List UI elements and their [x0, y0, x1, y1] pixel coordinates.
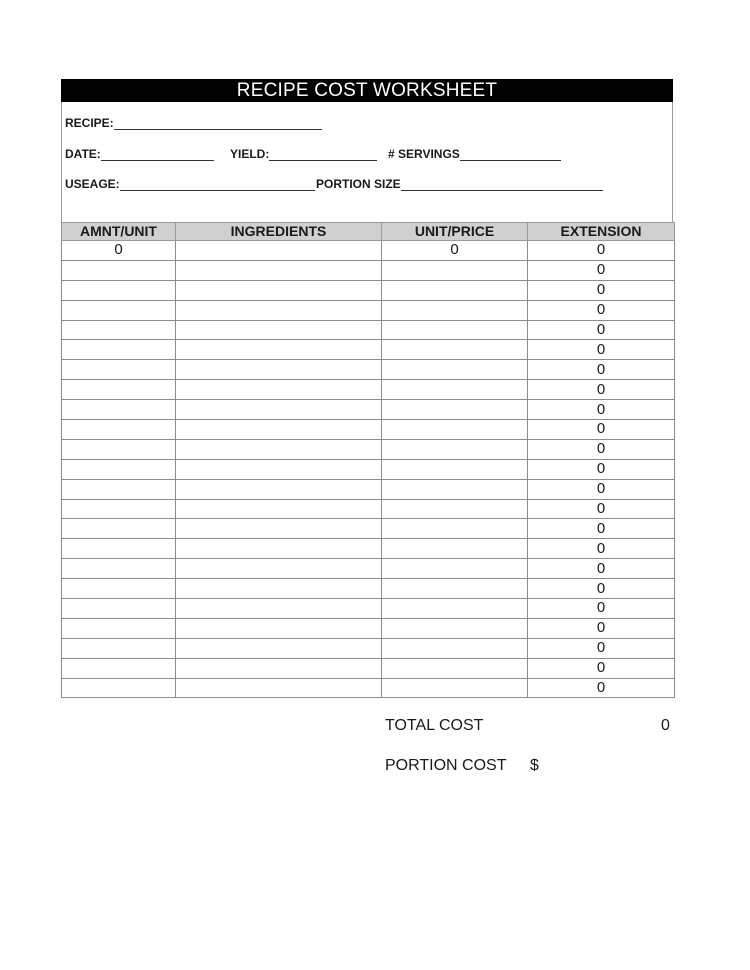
table-row: [62, 241, 675, 261]
table-row: [62, 420, 675, 440]
extension-cell[interactable]: 0: [528, 420, 675, 440]
amnt-unit-cell[interactable]: [62, 360, 176, 380]
extension-cell[interactable]: 0: [528, 459, 675, 479]
unit-price-cell[interactable]: [382, 380, 528, 400]
extension-cell[interactable]: 0: [528, 320, 675, 340]
recipe-label: RECIPE:: [65, 116, 114, 130]
extension-cell[interactable]: 0: [528, 360, 675, 380]
worksheet-title: RECIPE COST WORKSHEET: [61, 79, 673, 102]
unit-price-cell[interactable]: [382, 658, 528, 678]
ingredient-cell[interactable]: [176, 579, 382, 599]
amnt-unit-cell[interactable]: [62, 539, 176, 559]
ingredient-cell[interactable]: [176, 479, 382, 499]
ingredient-cell[interactable]: [176, 658, 382, 678]
extension-cell[interactable]: 0: [528, 280, 675, 300]
table-row: [62, 539, 675, 559]
ingredient-cell[interactable]: [176, 618, 382, 638]
total-cost-label: TOTAL COST: [385, 717, 484, 734]
ingredient-cell[interactable]: [176, 559, 382, 579]
header-amnt-unit: AMNT/UNIT: [62, 223, 176, 241]
ingredient-cell[interactable]: [176, 439, 382, 459]
table-row: [62, 380, 675, 400]
servings-field[interactable]: [388, 147, 561, 161]
extension-cell[interactable]: 0: [528, 400, 675, 420]
extension-cell[interactable]: 0: [528, 380, 675, 400]
table-header-row: [62, 223, 675, 241]
unit-price-cell[interactable]: [382, 300, 528, 320]
header-unit-price: UNIT/PRICE: [382, 223, 528, 241]
useage-label: USEAGE:: [65, 177, 120, 191]
ingredient-cell[interactable]: [176, 499, 382, 519]
portion-cost-value: $: [530, 757, 539, 774]
ingredient-cell[interactable]: [176, 678, 382, 698]
unit-price-cell[interactable]: [382, 260, 528, 280]
amnt-unit-cell[interactable]: [62, 479, 176, 499]
unit-price-cell[interactable]: 0: [382, 241, 528, 261]
amnt-unit-cell[interactable]: [62, 340, 176, 360]
amnt-unit-cell[interactable]: [62, 499, 176, 519]
extension-cell[interactable]: 0: [528, 260, 675, 280]
table-row: [62, 579, 675, 599]
table-row: [62, 340, 675, 360]
unit-price-cell[interactable]: [382, 340, 528, 360]
yield-input-line[interactable]: [269, 148, 377, 161]
table-row: [62, 599, 675, 619]
unit-price-cell[interactable]: [382, 280, 528, 300]
unit-price-cell[interactable]: [382, 678, 528, 698]
unit-price-cell[interactable]: [382, 559, 528, 579]
amnt-unit-cell[interactable]: [62, 420, 176, 440]
amnt-unit-cell[interactable]: [62, 280, 176, 300]
table-row: [62, 479, 675, 499]
ingredient-cell[interactable]: [176, 539, 382, 559]
extension-cell[interactable]: 0: [528, 241, 675, 261]
extension-cell[interactable]: 0: [528, 559, 675, 579]
extension-cell[interactable]: 0: [528, 499, 675, 519]
date-field[interactable]: [65, 147, 214, 161]
table-row: [62, 459, 675, 479]
header-ingredients: INGREDIENTS: [176, 223, 382, 241]
header-extension: EXTENSION: [528, 223, 675, 241]
extension-cell[interactable]: 0: [528, 618, 675, 638]
yield-label: YIELD:: [230, 147, 270, 161]
amnt-unit-cell[interactable]: [62, 579, 176, 599]
unit-price-cell[interactable]: [382, 320, 528, 340]
amnt-unit-cell[interactable]: [62, 400, 176, 420]
table-row: [62, 400, 675, 420]
unit-price-cell[interactable]: [382, 519, 528, 539]
extension-cell[interactable]: 0: [528, 658, 675, 678]
ingredient-cell[interactable]: [176, 280, 382, 300]
ingredient-cell[interactable]: [176, 260, 382, 280]
extension-cell[interactable]: 0: [528, 340, 675, 360]
ingredient-cell[interactable]: [176, 519, 382, 539]
servings-input-line[interactable]: [460, 148, 561, 161]
unit-price-cell[interactable]: [382, 479, 528, 499]
portion-size-input-line[interactable]: [401, 178, 603, 191]
amnt-unit-cell[interactable]: [62, 638, 176, 658]
unit-price-cell[interactable]: [382, 618, 528, 638]
unit-price-cell[interactable]: [382, 499, 528, 519]
extension-cell[interactable]: 0: [528, 599, 675, 619]
unit-price-cell[interactable]: [382, 439, 528, 459]
ingredient-cell[interactable]: [176, 241, 382, 261]
extension-cell[interactable]: 0: [528, 579, 675, 599]
amnt-unit-cell[interactable]: [62, 300, 176, 320]
useage-field[interactable]: [65, 177, 315, 191]
extension-cell[interactable]: 0: [528, 439, 675, 459]
amnt-unit-cell[interactable]: [62, 658, 176, 678]
extension-cell[interactable]: 0: [528, 678, 675, 698]
useage-input-line[interactable]: [120, 178, 315, 191]
table-row: [62, 360, 675, 380]
portion-size-field[interactable]: [316, 177, 603, 191]
table-row: [62, 638, 675, 658]
table-row: [62, 618, 675, 638]
date-input-line[interactable]: [101, 148, 214, 161]
amnt-unit-cell[interactable]: [62, 519, 176, 539]
ingredient-cell[interactable]: [176, 420, 382, 440]
yield-field[interactable]: [230, 147, 377, 161]
unit-price-cell[interactable]: [382, 459, 528, 479]
unit-price-cell[interactable]: [382, 638, 528, 658]
ingredient-cell[interactable]: [176, 638, 382, 658]
extension-cell[interactable]: 0: [528, 638, 675, 658]
ingredient-cell[interactable]: [176, 459, 382, 479]
amnt-unit-cell[interactable]: [62, 439, 176, 459]
extension-cell[interactable]: 0: [528, 300, 675, 320]
info-section: [61, 102, 673, 222]
amnt-unit-cell[interactable]: [62, 320, 176, 340]
servings-label: # SERVINGS: [388, 147, 460, 161]
ingredient-cell[interactable]: [176, 300, 382, 320]
table-row: [62, 439, 675, 459]
unit-price-cell[interactable]: [382, 599, 528, 619]
date-label: DATE:: [65, 147, 101, 161]
unit-price-cell[interactable]: [382, 579, 528, 599]
ingredient-cell[interactable]: [176, 320, 382, 340]
extension-cell[interactable]: 0: [528, 519, 675, 539]
ingredient-cell[interactable]: [176, 380, 382, 400]
ingredient-cell[interactable]: [176, 360, 382, 380]
total-cost-value: 0: [661, 717, 670, 734]
table-row: [62, 658, 675, 678]
portion-size-label: PORTION SIZE: [316, 177, 401, 191]
extension-cell[interactable]: 0: [528, 539, 675, 559]
recipe-field[interactable]: [65, 116, 322, 130]
portion-cost-label: PORTION COST: [385, 757, 507, 774]
table-row: [62, 519, 675, 539]
amnt-unit-cell[interactable]: [62, 559, 176, 579]
table-row: [62, 300, 675, 320]
table-row: [62, 280, 675, 300]
amnt-unit-cell[interactable]: [62, 618, 176, 638]
recipe-input-line[interactable]: [114, 117, 322, 130]
worksheet: [61, 79, 673, 222]
amnt-unit-cell[interactable]: [62, 459, 176, 479]
extension-cell[interactable]: 0: [528, 479, 675, 499]
ingredient-cell[interactable]: [176, 400, 382, 420]
table-row: [62, 499, 675, 519]
unit-price-cell[interactable]: [382, 400, 528, 420]
amnt-unit-cell[interactable]: [62, 380, 176, 400]
amnt-unit-cell[interactable]: [62, 678, 176, 698]
table-row: [62, 559, 675, 579]
amnt-unit-cell[interactable]: [62, 260, 176, 280]
table-row: [62, 320, 675, 340]
amnt-unit-cell[interactable]: [62, 599, 176, 619]
table-row: [62, 678, 675, 698]
ingredients-table: [61, 222, 675, 698]
unit-price-cell[interactable]: [382, 360, 528, 380]
ingredient-cell[interactable]: [176, 340, 382, 360]
unit-price-cell[interactable]: [382, 539, 528, 559]
amnt-unit-cell[interactable]: 0: [62, 241, 176, 261]
table-row: [62, 260, 675, 280]
ingredient-cell[interactable]: [176, 599, 382, 619]
unit-price-cell[interactable]: [382, 420, 528, 440]
